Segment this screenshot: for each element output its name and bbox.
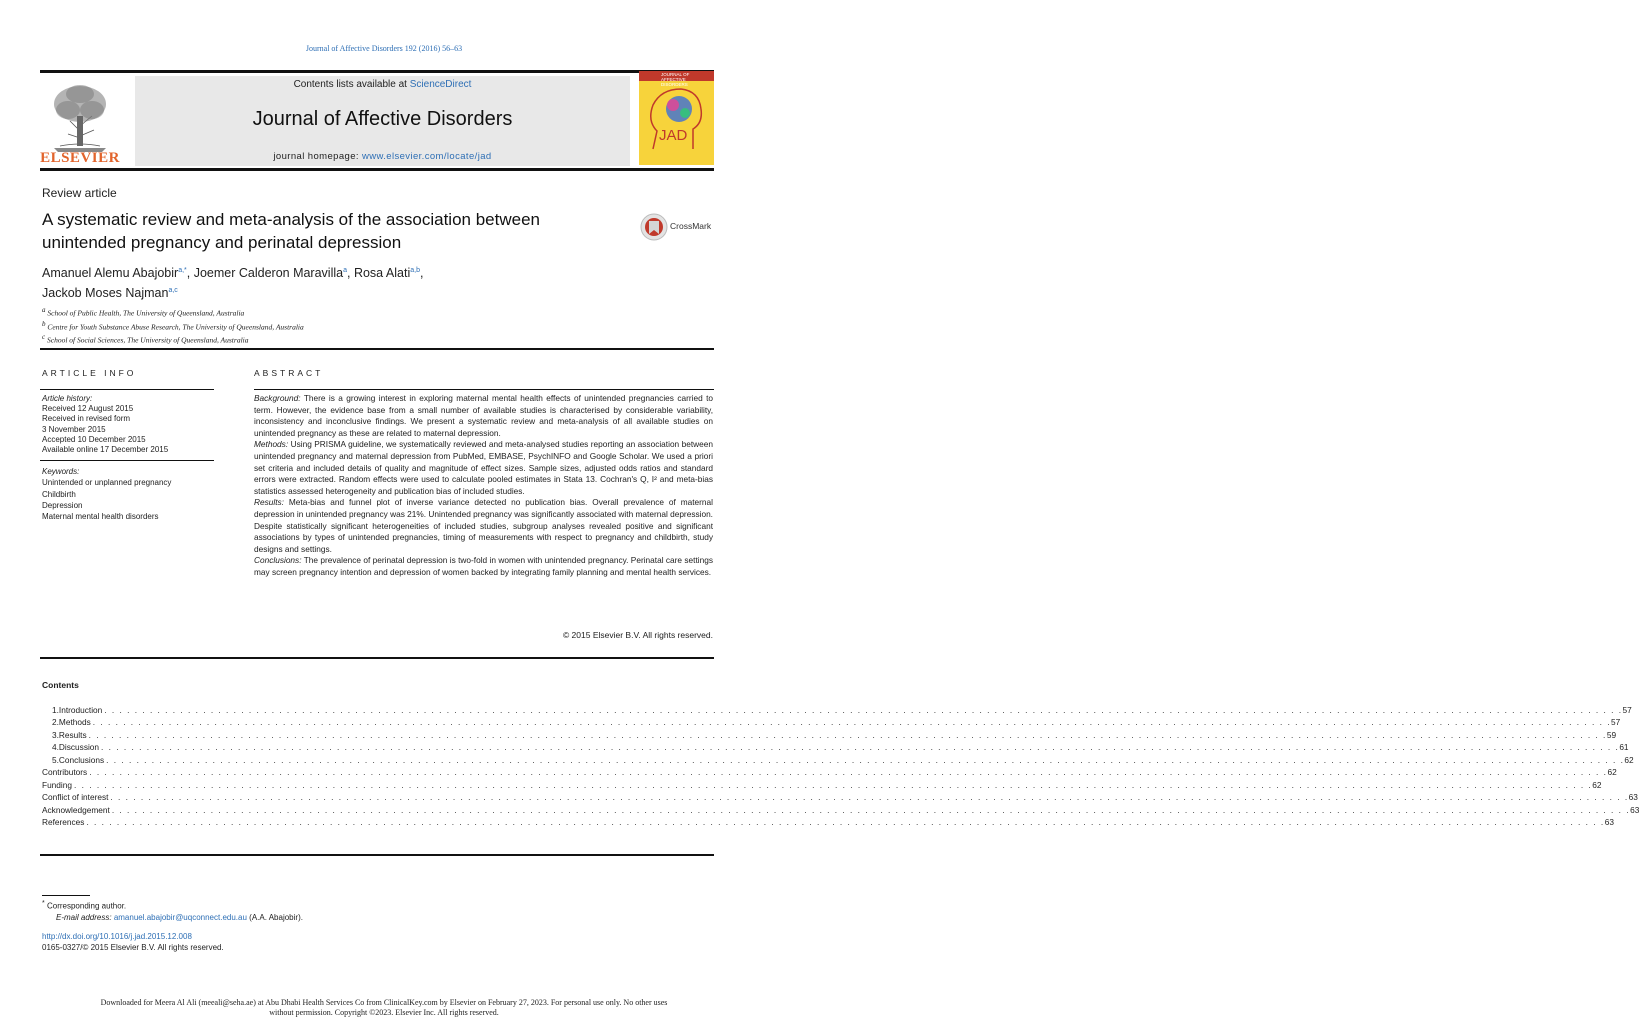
email-note: E-mail address: amanuel.abajobir@uqconnect.edu.au (A.A. Abajobir). (56, 912, 303, 922)
toc-number: 3. (52, 729, 59, 740)
toc-number: 1. (52, 705, 59, 715)
author-name[interactable]: Joemer Calderon Maravilla (193, 266, 344, 281)
contents-prefix: Contents lists available at (293, 79, 410, 90)
doi-link[interactable]: http://dx.doi.org/10.1016/j.jad.2015.12.008 (42, 932, 192, 941)
abstract-copyright: © 2015 Elsevier B.V. All rights reserved. (562, 630, 713, 640)
toc-label[interactable]: Funding (42, 779, 72, 790)
affiliation-item: $^a$ School of Public Health, The University of Queensland, Australia (42, 306, 245, 318)
homepage-link[interactable]: www.elsevier.com/locate/jad (361, 151, 492, 162)
toc-label[interactable]: Discussion (58, 742, 100, 753)
toc-leader-dots: . . . . . . . . . . . . . . . . . . . . . . . . . . . . . . . . . . . . . . . . . . . . . . . . . . . . . . . . . . . . . . . . . . . . . . . . . . . . . . . . . . . . . . . . . . . . . . . . . . . . . . . . . . . . . . . . . . . . . . . . . . . . . . . . . . . . . . . . . . . . . . . . . . . . . . . . . . . . . . . . . . . . . . . . . . . . . . . . . . . . . . . . . . . . . . . . . . . . . . . . (111, 804, 1631, 815)
toc-page-number: 62 (1624, 754, 1634, 765)
affiliations (42, 305, 642, 346)
toc-row[interactable] (42, 767, 1617, 779)
toc-page-number: 61 (1619, 742, 1629, 753)
toc-row[interactable] (52, 754, 1634, 767)
toc-page-number: 57 (1622, 705, 1632, 715)
toc-label[interactable]: References (42, 816, 85, 827)
abstract-conclusions: Conclusions: The prevalence of perinatal depression is two-fold in women with unintended pregnancy. Perinatal care settings may screen pregnancy intention and depression of women backed by integrating family planning and mental health services. (254, 555, 713, 577)
affiliation-item: $^c$ School of Social Sciences, The University of Queensland, Australia (42, 333, 249, 345)
affiliation-item: $^b$ Centre for Youth Substance Abuse Research, The University of Queensland, Australia (42, 319, 304, 331)
toc-label[interactable]: Acknowledgement (42, 804, 110, 815)
journal-reference[interactable]: Journal of Affective Disorders 192 (2016) 56–63 (305, 44, 463, 53)
toc-leader-dots: . . . . . . . . . . . . . . . . . . . . . . . . . . . . . . . . . . . . . . . . . . . . . . . . . . . . . . . . . . . . . . . . . . . . . . . . . . . . . . . . . . . . . . . . . . . . . . . . . . . . . . . . . . . . . . . . . . . . . . . . . . . . . . . . . . . . . . . . . . . . . . . . . . . . . . . . . . . . . . . . . . . . . . . . . . . . . . . . . . . . . . . . . . . . . . . . . . . . . . . . (92, 717, 1612, 728)
article-history (42, 394, 212, 455)
toc-row[interactable] (42, 804, 1639, 817)
author-affiliation-marker: a,c (168, 287, 178, 295)
toc-page-number: 63 (1604, 816, 1614, 827)
contents-title: Contents (42, 680, 79, 690)
journal-cover-image (639, 71, 714, 165)
contents-rule-top (40, 657, 714, 659)
keyword-item: Unintended or unplanned pregnancy (42, 478, 172, 488)
cover-jad-logo: JAD (659, 127, 688, 144)
history-item: Received in revised form (42, 414, 131, 424)
toc-row[interactable] (52, 729, 1617, 742)
homepage-prefix: journal homepage: (273, 151, 362, 162)
toc-label[interactable]: Conclusions (58, 754, 105, 765)
toc-leader-dots: . . . . . . . . . . . . . . . . . . . . . . . . . . . . . . . . . . . . . . . . . . . . . . . . . . . . . . . . . . . . . . . . . . . . . . . . . . . . . . . . . . . . . . . . . . . . . . . . . . . . . . . . . . . . . . . . . . . . . . . . . . . . . . . . . . . . . . . . . . . . . . . . . . . . . . . . . . . . . . . . . . . . . . . . . . . . . . . . . . . . . . . . . . . . . . . . . . . . . . . . (73, 779, 1593, 790)
history-item: Accepted 10 December 2015 (42, 434, 146, 444)
toc-row[interactable] (52, 705, 1632, 717)
toc-leader-dots: . . . . . . . . . . . . . . . . . . . . . . . . . . . . . . . . . . . . . . . . . . . . . . . . . . . . . . . . . . . . . . . . . . . . . . . . . . . . . . . . . . . . . . . . . . . . . . . . . . . . . . . . . . . . . . . . . . . . . . . . . . . . . . . . . . . . . . . . . . . . . . . . . . . . . . . . . . . . . . . . . . . . . . . . . . . . . . . . . . . . . . . . . . . . . . . . . . . . . . . . (86, 816, 1605, 827)
keywords (42, 466, 212, 522)
abstract-body (254, 393, 713, 579)
abstract-background: Background: There is a growing interest in exploring maternal mental health effects of unintended pregnancies carried to term. However, the evidence base from a small number of available studies is characterised by considerable variability, inconsistency and inconclusive findings. We present a systematic review and meta-analysis of all available studies on unintended pregnancy as these are related to maternal depression. (254, 393, 713, 438)
footnotes (42, 898, 642, 923)
toc-page-number: 57 (1611, 717, 1621, 728)
toc-leader-dots: . . . . . . . . . . . . . . . . . . . . . . . . . . . . . . . . . . . . . . . . . . . . . . . . . . . . . . . . . . . . . . . . . . . . . . . . . . . . . . . . . . . . . . . . . . . . . . . . . . . . . . . . . . . . . . . . . . . . . . . . . . . . . . . . . . . . . . . . . . . . . . . . . . . . . . . . . . . . . . . . . . . . . . . . . . . . . . . . . . . . . . . . . . . . . . . . . . . . . . . . (110, 792, 1629, 803)
toc-leader-dots: . . . . . . . . . . . . . . . . . . . . . . . . . . . . . . . . . . . . . . . . . . . . . . . . . . . . . . . . . . . . . . . . . . . . . . . . . . . . . . . . . . . . . . . . . . . . . . . . . . . . . . . . . . . . . . . . . . . . . . . . . . . . . . . . . . . . . . . . . . . . . . . . . . . . . . . . . . . . . . . . . . . . . . . . . . . . . . . . . . . . . . . . . . . . . . . . . . . . . . . . (88, 729, 1607, 740)
doi-block (42, 931, 224, 953)
section-divider (40, 348, 714, 350)
crossmark-icon (640, 212, 668, 242)
author-affiliation-marker: a (343, 267, 347, 274)
contents-available-line (135, 79, 630, 90)
crossmark-badge[interactable] (640, 212, 720, 242)
author-name[interactable]: Jackob Moses Najman (42, 286, 169, 301)
keywords-label: Keywords: (42, 467, 80, 476)
article-info-heading: ARTICLE INFO (42, 368, 137, 378)
cover-head-illustration (639, 71, 714, 165)
cover-title: JOURNAL OF AFFECTIVE DISORDERS (661, 72, 690, 87)
author-affiliation-marker: a,b (410, 267, 420, 274)
toc-row[interactable] (42, 792, 1638, 804)
sciencedirect-link[interactable]: ScienceDirect (409, 79, 472, 90)
toc-label[interactable]: Methods (58, 717, 91, 728)
toc-label[interactable]: Introduction (58, 705, 103, 715)
toc-label[interactable]: Contributors (42, 767, 88, 778)
keyword-item: Depression (42, 500, 83, 510)
journal-homepage-line (135, 151, 630, 162)
abstract-results: Results: Meta-bias and funnel plot of inverse variance detected no publication bias. Overall prevalence of maternal depression in unintended pregnancy was 21%. Unintended pregnancy was significantly associated with maternal depression. Despite statistically significant heterogeneities of included studies, subgroup analyses revealed positive and significant associations by types of unintended pregnancies, timing of measurements with respect to pregnancy and childbirth, study designs and settings. (254, 497, 713, 554)
history-item: Available online 17 December 2015 (42, 445, 169, 455)
toc-row[interactable] (42, 816, 1614, 829)
abstract-heading: ABSTRACT (254, 368, 324, 378)
toc-row[interactable] (42, 779, 1602, 792)
author-name[interactable]: Rosa Alati (353, 266, 411, 281)
email-link[interactable]: amanuel.abajobir@uqconnect.edu.au (113, 912, 247, 922)
toc-page-number: 62 (1592, 779, 1602, 790)
abstract-methods: Methods: Using PRISMA guideline, we systematically reviewed and meta-analysed studies reporting an association between unintended pregnancy and maternal depression from PubMed, EMBASE, PsychINFO and Google Scholar. We used a priori set criteria and included details of quality and magnitude of effect sizes. Sample sizes, adjusted odds ratios and standard errors were extracted. Random effects were used to calculate pooled estimates in Stata 13. Cochran's Q, I² and meta-bias statistics assessed heterogeneity and publication bias of included studies. (254, 439, 713, 496)
keyword-item: Childbirth (42, 489, 76, 499)
toc-number: 2. (52, 717, 59, 728)
download-notice: Downloaded for Meera Al Ali (meeali@seha.ae) at Abu Dhabi Health Services Co from ClinicalKey.com by Elsevier on February 27, 2023. For personal use only. No other uses without permission. Copyright ©2023. Elsevier Inc. All rights reserved. (100, 998, 668, 1017)
toc-number: 5. (52, 754, 59, 765)
abstract-rule (254, 389, 714, 390)
footnote-rule (42, 895, 90, 896)
toc-label[interactable]: Results (58, 729, 87, 740)
author-affiliation-marker: a,* (178, 267, 187, 274)
journal-title: Journal of Affective Disorders (252, 108, 513, 130)
history-item: 3 November 2015 (42, 424, 106, 434)
toc-leader-dots: . . . . . . . . . . . . . . . . . . . . . . . . . . . . . . . . . . . . . . . . . . . . . . . . . . . . . . . . . . . . . . . . . . . . . . . . . . . . . . . . . . . . . . . . . . . . . . . . . . . . . . . . . . . . . . . . . . . . . . . . . . . . . . . . . . . . . . . . . . . . . . . . . . . . . . . . . . . . . . . . . . . . . . . . . . . . . . . . . . . . . . . . . . . . . . . . . . . . . . . . (101, 742, 1620, 753)
history-item: Received 12 August 2015 (42, 404, 134, 414)
elsevier-wordmark: ELSEVIER (40, 150, 120, 166)
toc-label[interactable]: Conflict of interest (42, 792, 109, 803)
toc-page-number: 63 (1628, 792, 1638, 803)
toc-page-number: 59 (1606, 729, 1617, 740)
author-list: Amanuel Alemu Abajobir$^{a,*}$, Joemer Calderon Maravilla$^a$, Rosa Alati$^{a,b}$, Jackob Moses Najman$^{a,c}$ (42, 266, 424, 301)
toc-leader-dots: . . . . . . . . . . . . . . . . . . . . . . . . . . . . . . . . . . . . . . . . . . . . . . . . . . . . . . . . . . . . . . . . . . . . . . . . . . . . . . . . . . . . . . . . . . . . . . . . . . . . . . . . . . . . . . . . . . . . . . . . . . . . . . . . . . . . . . . . . . . . . . . . . . . . . . . . . . . . . . . . . . . . . . . . . . . . . . . . . . . . . . . . . . . . . . . . . . . . . . . . (106, 754, 1625, 765)
toc-number: 4. (52, 742, 59, 753)
crossmark-label: CrossMark (670, 221, 712, 231)
toc-row[interactable] (52, 717, 1621, 729)
keywords-rule (40, 460, 214, 461)
article-info-rule (40, 389, 214, 390)
article-type: Review article (42, 186, 117, 200)
contents-rule-bottom (40, 854, 714, 856)
author-name[interactable]: Amanuel Alemu Abajobir (42, 266, 179, 281)
history-label: Article history: (42, 394, 93, 403)
toc-leader-dots: . . . . . . . . . . . . . . . . . . . . . . . . . . . . . . . . . . . . . . . . . . . . . . . . . . . . . . . . . . . . . . . . . . . . . . . . . . . . . . . . . . . . . . . . . . . . . . . . . . . . . . . . . . . . . . . . . . . . . . . . . . . . . . . . . . . . . . . . . . . . . . . . . . . . . . . . . . . . . . . . . . . . . . . . . . . . . . . . . . . . . . . . . . . . . . . . . . . . . . . . (89, 767, 1608, 778)
toc-page-number: 62 (1607, 767, 1617, 778)
header-rule-bottom (40, 168, 714, 171)
issn-line: 0165-0327/© 2015 Elsevier B.V. All rights reserved. (42, 943, 224, 952)
table-of-contents (42, 705, 1639, 829)
toc-leader-dots: . . . . . . . . . . . . . . . . . . . . . . . . . . . . . . . . . . . . . . . . . . . . . . . . . . . . . . . . . . . . . . . . . . . . . . . . . . . . . . . . . . . . . . . . . . . . . . . . . . . . . . . . . . . . . . . . . . . . . . . . . . . . . . . . . . . . . . . . . . . . . . . . . . . . . . . . . . . . . . . . . . . . . . . . . . . . . . . . . . . . . . . . . . . . . . . . . . . . . . . . (104, 705, 1623, 715)
toc-page-number: 63 (1630, 804, 1639, 815)
header-rule-top (40, 70, 714, 73)
keyword-item: Maternal mental health disorders (42, 512, 159, 522)
article-title: A systematic review and meta-analysis of the association between unintended pregnancy and perinatal depression (42, 210, 540, 252)
toc-row[interactable] (52, 742, 1629, 754)
corresponding-author-note: * Corresponding author. (42, 900, 127, 911)
